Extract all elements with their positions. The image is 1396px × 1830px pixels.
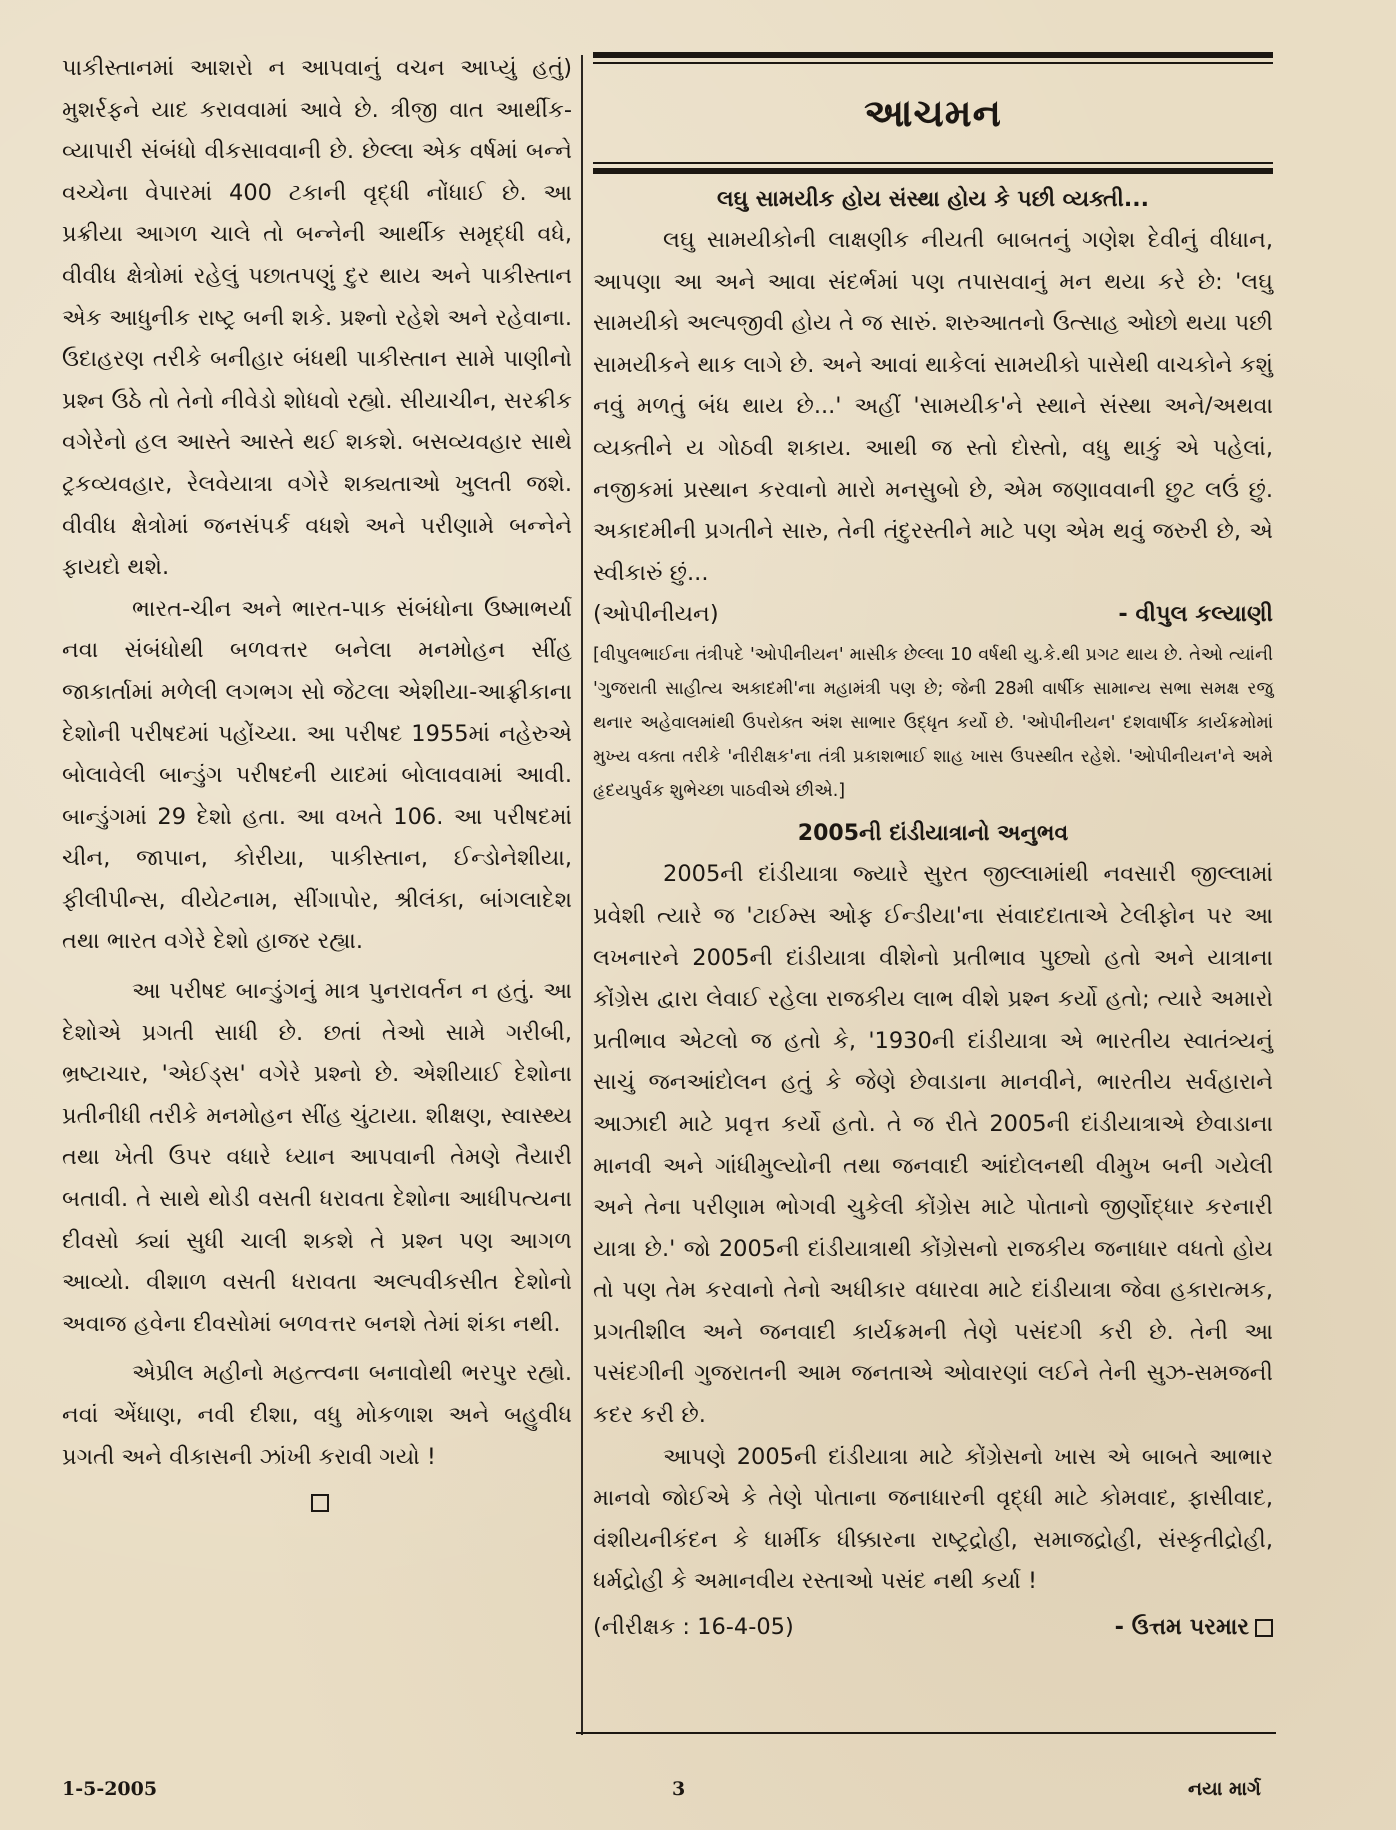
banner-rule-top-thin [593, 62, 1273, 64]
section-heading: 2005ની દાંડીયાત્રાનો અનુભવ [797, 821, 1069, 847]
end-square-icon [311, 1494, 329, 1512]
banner-rule-bottom [593, 168, 1273, 174]
author-name: - ઉત્તમ પરમાર [1114, 1614, 1249, 1641]
column-divider [581, 55, 583, 1735]
section-body: લઘુ સામયીકોની લાક્ષણીક નીયતી બાબતનું ગણેશ દેવીનું વીધાન, આપણા આ અને આવા સંદર્ભમાં પણ તપાસવાનું મન થયા કરે છે: 'લઘુ સામયીકો અલ્પજીવી હોય તે જ સારું. શરુઆતનો ઉત્સાહ ઓછો થયા પછી સામયીકને થાક લાગે છે. અને આવાં થાકેલાં સામયીકો પાસેથી વાચકોને કશું નવું મળતું બંધ થાય છે...' અહીં 'સામયીક'ને સ્થાને સંસ્થા અને/અથવા વ્યક્તીને ય ગોઠવી શકાય. આથી જ સ્તો દોસ્તો, વધુ થાકું એ પહેલાં, નજીકમાં પ્રસ્થાન કરવાનો મારો મનસુબો છે, એમ જણાવવાની છુટ લઉં છું. અકાદમીની પ્રગતીને સારુ, તેની તંદુરસ્તીને માટે પણ એમ થવું જરુરી છે, એ સ્વીકારું છું... [593, 227, 1273, 586]
section-heading: લઘુ સામયીક હોય સંસ્થા હોય કે પછી વ્યક્તી... [717, 187, 1149, 212]
editor-note: [વીપુલભાઈના તંત્રીપદે 'ઓપીનીયન' માસીક છેલ્લા 10 વર્ષથી યુ.કે.થી પ્રગટ થાય છે. તેઓ ત્યાંની 'ગુજરાતી સાહીત્ય અકાદમી'ના મહામંત્રી પણ છે; જેની 28મી વાર્ષીક સામાન્ય સભા સમક્ષ રજુ થનાર અહેવાલમાંથી ઉપરોક્ત અંશ સાભાર ઉદ્ધૃત કર્યો છે. 'ઓપીનીયન' દશવાર્ષીક કાર્યક્રમોમાં મુખ્ય વક્તા તરીકે 'નીરીક્ષક'ના તંત્રી પ્રકાશભાઈ શાહ ખાસ ઉપસ્થીત રહેશે. 'ઓપીનીયન'ને અમે હૃદયપુર્વક શુભેચ્છા પાઠવીએ છીએ.] [593, 645, 1273, 802]
banner-rule-top [593, 52, 1273, 58]
section-body: 2005ની દાંડીયાત્રા જ્યારે સુરત જીલ્લામાંથી નવસારી જીલ્લામાં પ્રવેશી ત્યારે જ 'ટાઈમ્સ ઓફ ઈન્ડીયા'ના સંવાદદાતાએ ટેલીફોન પર આ લખનારને 2005ની દાંડીયાત્રા વીશેનો પ્રતીભાવ પુછ્યો હતો અને યાત્રાના કોંગ્રેસ દ્વારા લેવાઈ રહેલા રાજકીય લાભ વીશે પ્રશ્ન કર્યો હતો; ત્યારે અમારો પ્રતીભાવ એટલો જ હતો કે, '1930ની દાંડીયાત્રા એ ભારતીય સ્વાતંત્ર્યનું સાચું જનઆંદોલન હતું કે જેણે છેવાડાના માનવીને, ભારતીય સર્વહારાને આઝાદી માટે પ્રવૃત્ત કર્યો હતો. તે જ રીતે 2005ની દાંડીયાત્રાએ છેવાડાના માનવી અને ગાંધીમુલ્યોની તથા જનવાદી આંદોલનથી વીમુખ બની ગયેલી અને તેના પરીણામ ભોગવી ચુકેલી કોંગ્રેસ માટે પોતાનો જીર્ણોદ્ધાર કરનારી યાત્રા છે.' જો 2005ની દાંડીયાત્રાથી કોંગ્રેસનો રાજકીય જનાધાર વધતો હોય તો પણ તેમ કરવાનો તેનો અધીકાર વધારવા માટે દાંડીયાત્રા જેવા હકારાત્મક, પ્રગતીશીલ અને જનવાદી કાર્યક્રમની તેણે પસંદગી કરી છે. તેની આ પસંદગીની ગુજરાતની આમ જનતાએ ઓવારણાં લઈને તેની સુઝ-સમજની કદર કરી છે. [593, 861, 1273, 1429]
article-paragraph: એપ્રીલ મહીનો મહત્ત્વના બનાવોથી ભરપુર રહ્યો. નવાં એંધાણ, નવી દીશા, વધુ મોકળાશ અને બહુવીધ પ્રગતી અને વીકાસની ઝાંખી કરાવી ગયો ! [62, 1360, 572, 1470]
source-label: (નીરીક્ષક : 16-4-05) [593, 1614, 794, 1641]
end-square-icon [1255, 1619, 1273, 1637]
banner-rule-bottom-thin [593, 162, 1273, 164]
end-mark [62, 1492, 572, 1512]
article-paragraph: પાકીસ્તાનમાં આશરો ન આપવાનું વચન આપ્યું હતું) મુશર્રફને યાદ કરાવવામાં આવે છે. ત્રીજી વાત આર્થીક-વ્યાપારી સંબંધો વીકસાવવાની છે. છેલ્લા એક વર્ષમાં બન્ને વચ્ચેના વેપારમાં 400 ટકાની વૃદ્ધી નોંધાઈ છે. આ પ્રક્રીયા આગળ ચાલે તો બન્નેની આર્થીક સમૃદ્ધી વધે, વીવીધ ક્ષેત્રોમાં રહેલું પછાતપણું દુર થાય અને પાકીસ્તાન એક આધુનીક રાષ્ટ્ર બની શકે. પ્રશ્નો રહેશે અને રહેવાના. ઉદાહરણ તરીકે બનીહાર બંધથી પાકીસ્તાન સામે પાણીનો પ્રશ્ન ઉઠે તો તેનો નીવેડો શોધવો રહ્યો. સીયાચીન, સરક્રીક વગેરેનો હલ આસ્તે આસ્તે થઈ શકશે. બસવ્યવહાર સાથે ટ્રકવ્યવહાર, રેલવેયાત્રા વગેરે શક્યતાઓ ખુલતી જશે. વીવીધ ક્ષેત્રોમાં જનસંપર્ક વધશે અને પરીણામે બન્નેને ફાયદો થશે. [62, 55, 572, 581]
right-column [593, 48, 1273, 1647]
article-paragraph: ભારત-ચીન અને ભારત-પાક સંબંધોના ઉષ્માભર્યા નવા સંબંધોથી બળવત્તર બનેલા મનમોહન સીંહ જાકાર્તામાં મળેલી લગભગ સો જેટલા એશીયા-આફ્રીકાના દેશોની પરીષદમાં પહોંચ્યા. આ પરીષદ 1955માં નહેરુએ બોલાવેલી બાન્ડુંગ પરીષદની યાદમાં બોલાવવામાં આવી. બાન્ડુંગમાં 29 દેશો હતા. આ વખતે 106. આ પરીષદમાં ચીન, જાપાન, કોરીયા, પાકીસ્તાન, ઈન્ડોનેશીયા, ફીલીપીન્સ, વીયેટનામ, સીંગાપોર, શ્રીલંકા, બાંગલાદેશ તથા ભારત વગેરે દેશો હાજર રહ્યા. [62, 595, 572, 955]
footer-rule [576, 1732, 1276, 1734]
magazine-name: નયા માર્ગ [1188, 1778, 1261, 1800]
signature-row [593, 594, 1273, 634]
source-label: (ઓપીનીયન) [593, 601, 719, 628]
left-column [62, 48, 572, 1512]
section-body: આપણે 2005ની દાંડીયાત્રા માટે કોંગ્રેસનો ખાસ એ બાબતે આભાર માનવો જોઈએ કે તેણે પોતાના જનાધારની વૃદ્ધી માટે કોમવાદ, ફાસીવાદ, વંશીયનીકંદન કે ધાર્મીક ધીક્કારના રાષ્ટ્રદ્રોહી, સમાજદ્રોહી, સંસ્કૃતીદ્રોહી, ધર્મદ્રોહી કે અમાનવીય રસ્તાઓ પસંદ નથી કર્યા ! [593, 1443, 1273, 1595]
author-signature [1115, 1607, 1273, 1647]
signature-row [593, 1607, 1273, 1647]
page-number: 3 [672, 1778, 686, 1800]
column-title: આચમન [864, 91, 1002, 135]
footer-date: 1-5-2005 [62, 1778, 158, 1800]
article-paragraph: આ પરીષદ બાન્ડુંગનું માત્ર પુનરાવર્તન ન હતું. આ દેશોએ પ્રગતી સાધી છે. છતાં તેઓ સામે ગરીબી, ભ્રષ્ટાચાર, 'એઈડ્સ' વગેરે પ્રશ્નો છે. એશીયાઈ દેશોના પ્રતીનીધી તરીકે મનમોહન સીંહ ચુંટાયા. શીક્ષણ, સ્વાસ્થ્ય તથા ખેતી ઉપર વધારે ધ્યાન આપવાની તેમણે તૈયારી બતાવી. તે સાથે થોડી વસતી ધરાવતા દેશોના આધીપત્યના દીવસો ક્યાં સુધી ચાલી શકશે તે પ્રશ્ન પણ આગળ આવ્યો. વીશાળ વસતી ધરાવતા અલ્પવીકસીત દેશોનો અવાજ હવેના દીવસોમાં બળવત્તર બનશે તેમાં શંકા નથી. [62, 978, 572, 1337]
author-name: - વીપુલ કલ્યાણી [1118, 601, 1273, 628]
